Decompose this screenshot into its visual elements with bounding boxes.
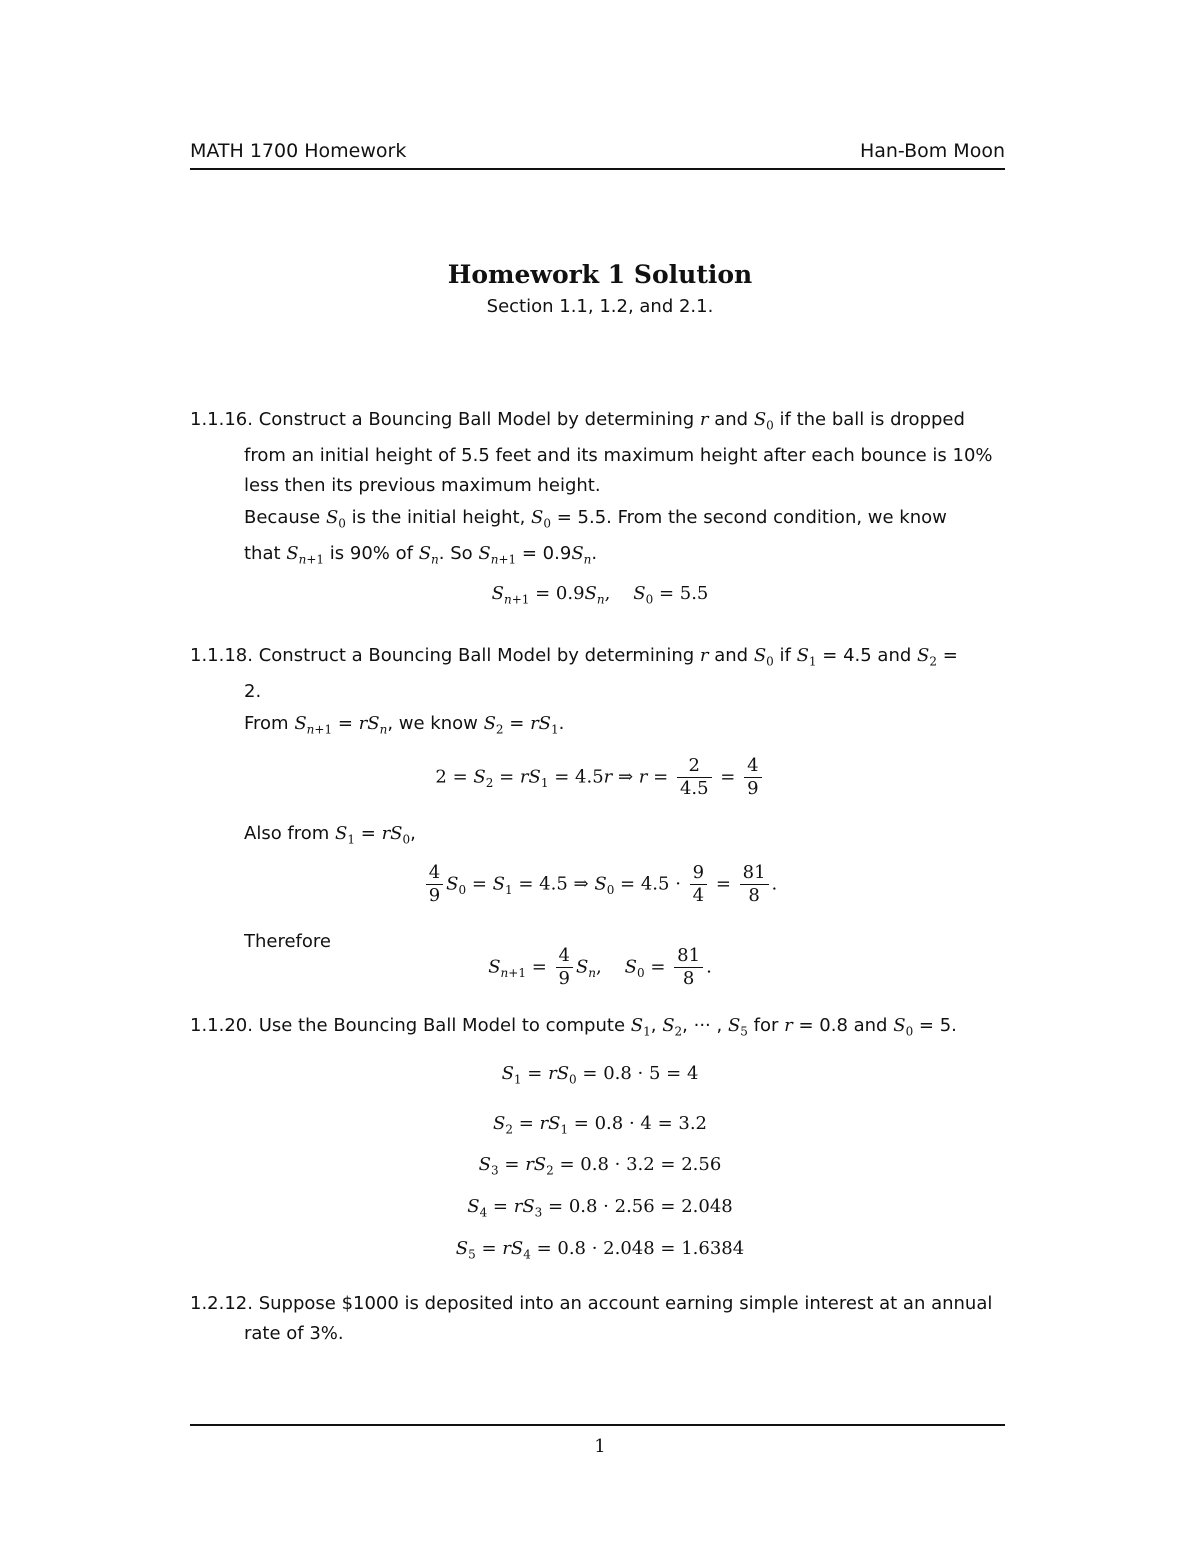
solution-1-1-18-line2: Also from $S_1 = rS_0$, (244, 823, 416, 847)
problem-1-1-16: 1.1.16. Construct a Bouncing Ball Model by determining r and $S_0$ if the ball is dropped from an initial height of 5.5 feet and its maximum height after each bounce is 10% less then its previous maximum height. (190, 409, 993, 496)
problem-1-2-12: 1.2.12. Suppose $1000 is deposited into an account earning simple interest at an annual rate of 3%. (190, 1293, 993, 1344)
equation-s5: $S_5 = rS_4 = 0.8 \cdot 2.048 = 1.6384$ (455, 1238, 745, 1262)
solution-1-1-18-line1: From $S_{n+1} = rS_n$, we know $S_2 = rS_1$. (244, 713, 565, 737)
running-header (190, 140, 1005, 170)
problem-1-1-20: 1.1.20. Use the Bouncing Ball Model to compute $S_1$, $S_2$, ··· , $S_5$ for r = 0.8 and $S_0 = 5$. (190, 1015, 957, 1039)
equation-s4: $S_4 = rS_3 = 0.8 \cdot 2.56 = 2.048$ (467, 1196, 733, 1220)
equation-s0-solve: $\frac{4}{9}$ $S_0 = S_1 = 4.5$ ⇒ $S_0 = 4.5$ · $\frac{9}{4}$ = $\frac{81}{8}$ . (0, 862, 1200, 907)
equation-s3: $S_3 = rS_2 = 0.8 \cdot 3.2 = 2.56$ (478, 1154, 722, 1178)
equation-s2: $S_2 = rS_1 = 0.8 \cdot 4 = 3.2$ (492, 1113, 707, 1137)
page-number: 1 (594, 1436, 606, 1457)
course-label: MATH 1700 Homework (190, 140, 407, 162)
solution-1-1-18-line3: Therefore (244, 931, 331, 952)
equation-recurrence-1: $S_{n+1} = 0.9S_n$, $S_0 = 5.5$ (491, 583, 709, 607)
solution-1-1-16: Because $S_0$ is the initial height, $S_0 = 5.5$. From the second condition, we know that $S_{n+1}$ is 90% of $S_n$. So $S_{n+1} = 0.9S_n$. (244, 507, 947, 567)
equation-r-solve: $2 = S_2 = rS_1 = 4.5r$ ⇒ r = $\frac{2}{4.5}$ = $\frac{4}{9}$ (0, 755, 1200, 800)
problem-number: 1.2.12. (190, 1293, 253, 1314)
equation-s1: $S_1 = rS_0 = 0.8 \cdot 5 = 4$ (501, 1063, 699, 1087)
header-rule (190, 168, 1005, 170)
author-label: Han-Bom Moon (859, 140, 1005, 162)
problem-1-1-18: 1.1.18. Construct a Bouncing Ball Model by determining r and $S_0$ if $S_1 = 4.5$ and $S_2$ = 2. (190, 645, 958, 702)
footer-rule (190, 1424, 1005, 1426)
problem-number: 1.1.20. (190, 1015, 253, 1036)
problem-number: 1.1.16. (190, 409, 253, 430)
document-subtitle: Section 1.1, 1.2, and 2.1. (486, 296, 714, 317)
document-title: Homework 1 Solution (447, 260, 753, 289)
equation-recurrence-2: $S_{n+1}$ = $\frac{4}{9}$ $S_n$, $S_0$ = $\frac{81}{8}$ . (488, 945, 712, 989)
problem-number: 1.1.18. (190, 645, 253, 666)
